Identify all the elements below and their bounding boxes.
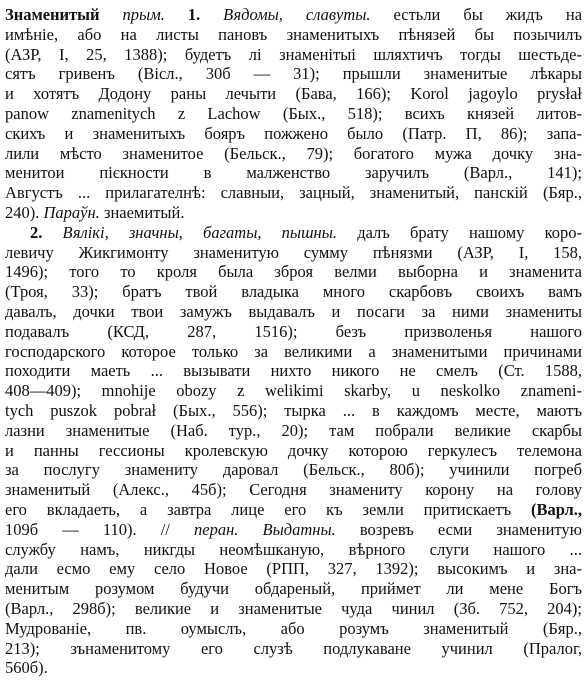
text-run: tych puszok pobrał (Бых., 556); тырка ... в каждомъ месте, маютъ (5, 401, 582, 420)
text-run (42, 223, 62, 242)
text-run: давалъ, дочки твои замужъ выдавалъ и посаги за ними знамениты (5, 302, 582, 321)
text-run: panow znamenitych z Lachow (Бых., 518); всихъ князей литов- (5, 104, 582, 123)
entry-line (5, 162, 582, 184)
text-run: службу намъ, никгды неомѣшканую, вѣрного слуги нашого ... (5, 539, 582, 559)
entry-line (5, 123, 582, 145)
entry-line (5, 202, 582, 224)
text-run: имѣніе, або на листы пановъ знаменитыхъ пѣнязей бы позычилъ (5, 24, 582, 44)
bold-text: 1. (187, 5, 201, 24)
text-run: (Троя, 33); братъ твой владыка много скарбовъ своихъ вамъ (5, 282, 582, 302)
italic-text: Вядомы, славуты. (223, 5, 371, 24)
entry-line (5, 420, 582, 442)
text-run: его вкладаеть, а завтра лице его къ земли притискаетъ (5, 500, 531, 519)
text-run: 1496); того то кроля была зброя велми выборна и знаменита (5, 262, 582, 282)
entry-line (5, 519, 582, 541)
entry-line (5, 341, 582, 363)
entry-line (5, 380, 582, 402)
text-run (200, 5, 223, 24)
text-run: знаменитый (Алекс., 45б); Сегодня знамениту корону на голову (5, 480, 582, 500)
bold-text: Знаменитый (5, 5, 100, 24)
entry-line (5, 578, 582, 600)
entry-line (5, 281, 582, 303)
entry-line (5, 618, 582, 640)
entry-line (5, 360, 582, 382)
text-run: подавалъ (КСД, 287, 1516); безъ призволенья нашого (5, 321, 582, 341)
text-run: (АЗР, І, 25, 1388); будетъ лі знаменітыі шляхтичъ тогды шестьде- (5, 44, 582, 64)
entry-line (5, 182, 582, 204)
entry-line (5, 558, 582, 580)
entry-line (5, 638, 582, 660)
text-run: лазни знаменитые (Наб. тур., 20); там побрали великие скарбы (5, 420, 582, 440)
entry-line (5, 400, 582, 422)
text-run: 560б). (5, 658, 48, 678)
text-run: и хотятъ Додону раны лечыти (Бава, 166); Korol jagoylo prysłał (5, 84, 582, 104)
text-run: 213); зънаменитому его слузѣ подлукаване учинил (Пралог, (5, 638, 582, 658)
entry-line (5, 440, 582, 462)
italic-text: Параўн. (43, 203, 100, 222)
entry-line (5, 261, 582, 283)
text-run: левичу Жикгимонту знаменитую сумму пѣнязми (АЗР, І, 158, (5, 242, 582, 262)
entry-line (5, 539, 582, 561)
entry-line (5, 44, 582, 66)
text-run: менитои пієкности в малженство заручилъ (Варл., 141); (5, 163, 582, 183)
italic-text: перан. (194, 519, 239, 539)
text-run (165, 5, 188, 24)
text-run: Мудрованіе, пв. оумыслъ, або розумъ знаменитый (Бяр., (5, 618, 582, 638)
text-run: 109б — 110). // (5, 519, 194, 539)
entry-line (5, 459, 582, 481)
entry-line (5, 321, 582, 343)
entry-line (5, 499, 582, 521)
text-run (100, 5, 123, 24)
entry-line (5, 4, 582, 26)
text-run: Августъ ... прилагателнѣ: славныи, зацный, знаменитый, панскій (Бяр., (5, 183, 582, 203)
italic-text: Выдатны. (262, 519, 336, 539)
text-run: и панны гессионы кролевскую дочку которою геркулесъ телемона (5, 440, 582, 460)
entry-line (5, 598, 582, 620)
text-run: 408—409); mnohije obozy z welikimi skarby, u neskolko znameni- (5, 381, 582, 401)
entry-line (5, 657, 582, 679)
entry-line (5, 479, 582, 501)
text-run: лили мѣсто знаменитое (Бельск., 79); богатого мужа дочку зна- (5, 143, 582, 163)
entry-line (5, 24, 582, 46)
text-run: знаемитый. (99, 203, 185, 222)
text-run: скихъ и знаменитыхъ бояръ пожжено было (Патр. П, 86); запа- (5, 123, 582, 143)
text-run: менитым розумом будучи обдареный, приймет ли мене Богъ (5, 579, 582, 599)
text-run: 240). (5, 203, 44, 222)
entry-line (5, 63, 582, 85)
entry-line (30, 222, 582, 244)
text-run: за послугу знамениту даровал (Бельск., 80б); учинили погреб (5, 460, 582, 480)
italic-text: Вялікі, значны, багаты, пышны. (62, 222, 338, 242)
entry-line (5, 143, 582, 165)
text-run: возревъ есми знаменитую (335, 519, 582, 539)
text-run: естьли бы жидъ на (370, 5, 582, 24)
text-run (238, 520, 262, 539)
bold-text: 2. (30, 222, 43, 242)
entry-line (5, 103, 582, 125)
text-run: господарского которое только за великими а знаменитыми причинами (5, 341, 582, 361)
entry-line (5, 83, 582, 105)
text-run: сятъ гривенъ (Віcл., 30б — 31); прышли знаменитые лѣкары (5, 64, 582, 84)
entry-line (5, 301, 582, 323)
italic-text: прым. (122, 5, 165, 24)
text-run: (Варл., 298б); великие и знаменитые чуда чинил (Зб. 752, 204); (5, 599, 582, 618)
bold-text: (Варл., (530, 500, 582, 519)
entry-line (5, 242, 582, 264)
text-run: походити маеть ... вызывати нихто никого не смелъ (Ст. 1588, (5, 361, 582, 381)
text-run: далъ брату нашому коро- (337, 222, 582, 242)
text-run: дали есмо ему село Новое (РПП, 327, 1392); высокимъ и зна- (5, 559, 582, 579)
